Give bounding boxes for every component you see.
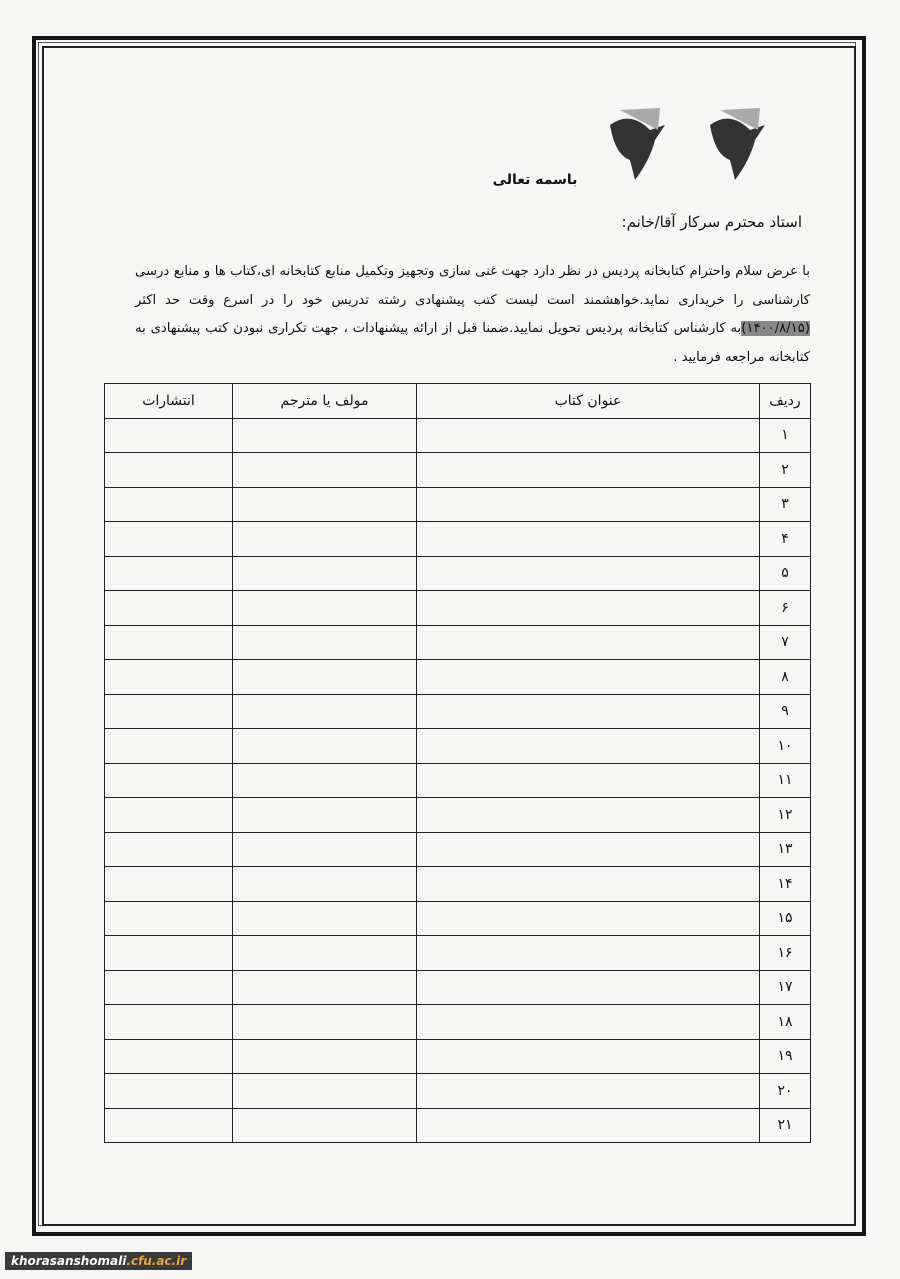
table-row: [105, 1074, 811, 1109]
row-number: ۱۳: [760, 832, 811, 867]
author-cell[interactable]: [233, 487, 417, 522]
publisher-cell[interactable]: [105, 453, 233, 488]
row-number: ۱: [760, 418, 811, 453]
table-row: [105, 1005, 811, 1040]
table-row: [105, 1108, 811, 1143]
publisher-cell[interactable]: [105, 798, 233, 833]
table-row: [105, 522, 811, 557]
author-cell[interactable]: [233, 453, 417, 488]
author-cell[interactable]: [233, 798, 417, 833]
row-number: ۶: [760, 591, 811, 626]
author-cell[interactable]: [233, 625, 417, 660]
table-row: [105, 1039, 811, 1074]
table-row: [105, 763, 811, 798]
author-cell[interactable]: [233, 556, 417, 591]
dove-logo-icon: [700, 100, 770, 185]
dove-logo-icon: [600, 100, 670, 185]
author-cell[interactable]: [233, 901, 417, 936]
table-row: [105, 694, 811, 729]
watermark: khorasanshomali.cfu.ac.ir: [5, 1252, 192, 1270]
header-author: مولف یا مترجم: [233, 384, 417, 419]
author-cell[interactable]: [233, 418, 417, 453]
row-number: ۲۱: [760, 1108, 811, 1143]
row-number: ۳: [760, 487, 811, 522]
row-number: ۹: [760, 694, 811, 729]
publisher-cell[interactable]: [105, 867, 233, 902]
publisher-cell[interactable]: [105, 1005, 233, 1040]
salutation: استاد محترم سرکار آقا/خانم:: [621, 213, 802, 231]
row-number: ۱۷: [760, 970, 811, 1005]
row-number: ۸: [760, 660, 811, 695]
author-cell[interactable]: [233, 832, 417, 867]
publisher-cell[interactable]: [105, 936, 233, 971]
header-publisher: انتشارات: [105, 384, 233, 419]
table-row: [105, 867, 811, 902]
book-title-cell[interactable]: [417, 556, 760, 591]
row-number: ۱۴: [760, 867, 811, 902]
table-row: [105, 487, 811, 522]
deadline-date: (۱۴۰۰/۸/۱۵): [741, 321, 810, 336]
publisher-cell[interactable]: [105, 1039, 233, 1074]
publisher-cell[interactable]: [105, 591, 233, 626]
row-number: ۱۹: [760, 1039, 811, 1074]
book-title-cell[interactable]: [417, 625, 760, 660]
book-title-cell[interactable]: [417, 418, 760, 453]
row-number: ۲: [760, 453, 811, 488]
table-row: [105, 729, 811, 764]
body-text: با عرض سلام واحترام کتابخانه پردیس در نظر دارد جهت غنی سازی وتجهیز وتکمیل منابع کتابخانه ای،کتاب ها و منابع درسی کارشناسی را خریداری نماید.خواهشمند است لیست کتب پیشنهادی رشته تدریس خود را در اسرع وقت حد اکثر: [135, 264, 810, 308]
author-cell[interactable]: [233, 591, 417, 626]
book-title-cell[interactable]: [417, 936, 760, 971]
publisher-cell[interactable]: [105, 763, 233, 798]
publisher-cell[interactable]: [105, 901, 233, 936]
book-title-cell[interactable]: [417, 453, 760, 488]
author-cell[interactable]: [233, 1039, 417, 1074]
book-title-cell[interactable]: [417, 694, 760, 729]
table-row: [105, 418, 811, 453]
body-text: به کارشناس کتابخانه پردیس تحویل نمایید.ضمنا قبل از ارائه پیشنهادات ، جهت تکراری نبودن کتب پیشنهادی به کتابخانه مراجعه فرمایید .: [135, 321, 810, 365]
author-cell[interactable]: [233, 522, 417, 557]
publisher-cell[interactable]: [105, 1108, 233, 1143]
book-title-cell[interactable]: [417, 763, 760, 798]
book-title-cell[interactable]: [417, 901, 760, 936]
row-number: ۵: [760, 556, 811, 591]
row-number: ۷: [760, 625, 811, 660]
author-cell[interactable]: [233, 936, 417, 971]
book-title-cell[interactable]: [417, 487, 760, 522]
book-title-cell[interactable]: [417, 798, 760, 833]
dove-logos: [600, 100, 770, 185]
publisher-cell[interactable]: [105, 487, 233, 522]
book-title-cell[interactable]: [417, 1108, 760, 1143]
publisher-cell[interactable]: [105, 418, 233, 453]
publisher-cell[interactable]: [105, 970, 233, 1005]
publisher-cell[interactable]: [105, 660, 233, 695]
row-number: ۱۲: [760, 798, 811, 833]
book-title-cell[interactable]: [417, 522, 760, 557]
bismillah-heading: باسمه تعالی: [492, 172, 578, 188]
row-number: ۲۰: [760, 1074, 811, 1109]
author-cell[interactable]: [233, 694, 417, 729]
table-row: [105, 798, 811, 833]
author-cell[interactable]: [233, 660, 417, 695]
book-title-cell[interactable]: [417, 729, 760, 764]
header-row-number: ردیف: [760, 384, 811, 419]
row-number: ۱۸: [760, 1005, 811, 1040]
book-title-cell[interactable]: [417, 1039, 760, 1074]
row-number: ۱۰: [760, 729, 811, 764]
table-row: [105, 936, 811, 971]
publisher-cell[interactable]: [105, 522, 233, 557]
table-row: [105, 970, 811, 1005]
publisher-cell[interactable]: [105, 1074, 233, 1109]
author-cell[interactable]: [233, 1074, 417, 1109]
row-number: ۱۵: [760, 901, 811, 936]
author-cell[interactable]: [233, 1108, 417, 1143]
publisher-cell[interactable]: [105, 625, 233, 660]
book-title-cell[interactable]: [417, 1074, 760, 1109]
row-number: ۱۱: [760, 763, 811, 798]
table-row: [105, 591, 811, 626]
letter-body: [135, 258, 810, 372]
publisher-cell[interactable]: [105, 832, 233, 867]
book-title-cell[interactable]: [417, 832, 760, 867]
row-number: ۴: [760, 522, 811, 557]
publisher-cell[interactable]: [105, 556, 233, 591]
book-title-cell[interactable]: [417, 591, 760, 626]
book-title-cell[interactable]: [417, 1005, 760, 1040]
author-cell[interactable]: [233, 763, 417, 798]
table-row: [105, 660, 811, 695]
table-row: [105, 625, 811, 660]
book-title-cell[interactable]: [417, 660, 760, 695]
author-cell[interactable]: [233, 867, 417, 902]
author-cell[interactable]: [233, 729, 417, 764]
author-cell[interactable]: [233, 970, 417, 1005]
table-row: [105, 453, 811, 488]
header-book-title: عنوان کتاب: [417, 384, 760, 419]
publisher-cell[interactable]: [105, 694, 233, 729]
publisher-cell[interactable]: [105, 729, 233, 764]
book-title-cell[interactable]: [417, 867, 760, 902]
author-cell[interactable]: [233, 1005, 417, 1040]
table-row: [105, 556, 811, 591]
book-request-table: [104, 383, 811, 1143]
row-number: ۱۶: [760, 936, 811, 971]
table-row: [105, 832, 811, 867]
book-title-cell[interactable]: [417, 970, 760, 1005]
table-row: [105, 901, 811, 936]
